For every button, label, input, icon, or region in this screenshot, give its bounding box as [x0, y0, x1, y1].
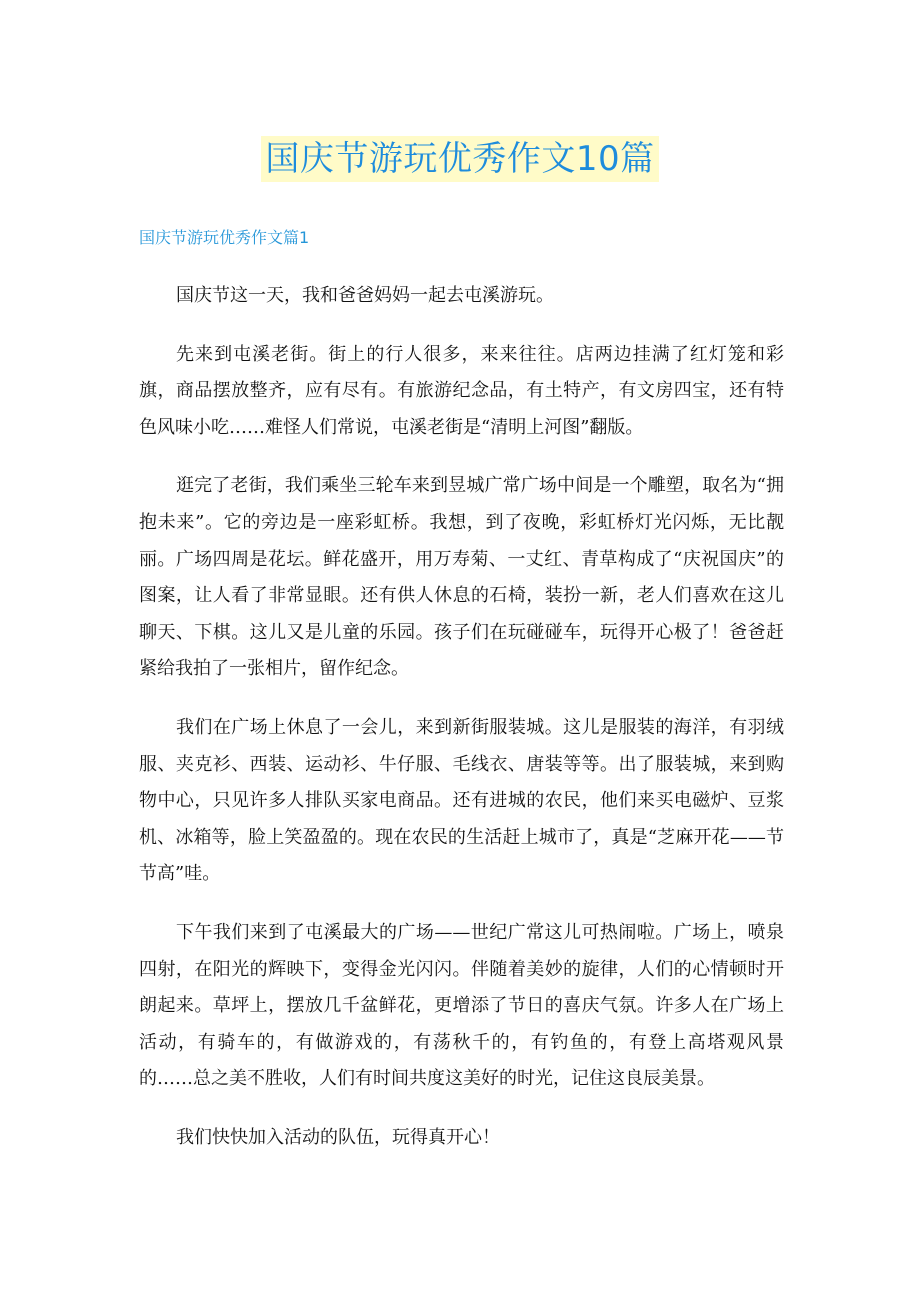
title-container [0, 136, 920, 182]
section-heading: 国庆节游玩优秀作文篇1 [139, 228, 310, 247]
paragraph: 逛完了老街，我们乘坐三轮车来到昱城广常广场中间是一个雕塑，取名为“拥抱未来”。它的旁边是一座彩虹桥。我想，到了夜晚，彩虹桥灯光闪烁，无比靓丽。广场四周是花坛。鲜花盛开，用万寿菊、一丈红、青草构成了“庆祝国庆”的图案，让人看了非常显眼。还有供人休息的石椅，装扮一新，老人们喜欢在这儿聊天、下棋。这儿又是儿童的乐园。孩子们在玩碰碰车，玩得开心极了！爸爸赶紧给我拍了一张相片，留作纪念。 [139, 475, 784, 680]
paragraph: 国庆节这一天，我和爸爸妈妈一起去屯溪游玩。 [176, 285, 554, 306]
paragraph: 下午我们来到了屯溪最大的广场——世纪广常这儿可热闹啦。广场上，喷泉四射，在阳光的辉映下，变得金光闪闪。伴随着美妙的旋律，人们的心情顿时开朗起来。草坪上，摆放几千盆鲜花，更增添了节日的喜庆气氛。许多人在广场上活动，有骑车的，有做游戏的，有荡秋千的，有钓鱼的，有登上高塔观风景的……总之美不胜收，人们有时间共度这美好的时光，记住这良辰美景。 [139, 921, 784, 1090]
document-body [139, 278, 784, 1178]
document-title: 国庆节游玩优秀作文10篇 [261, 136, 658, 182]
paragraph: 先来到屯溪老街。街上的行人很多，来来往往。店两边挂满了红灯笼和彩旗，商品摆放整齐，应有尽有。有旅游纪念品，有土特产，有文房四宝，还有特色风味小吃……难怪人们常说，屯溪老街是“清明上河图”翻版。 [139, 343, 784, 438]
paragraph: 我们在广场上休息了一会儿，来到新街服装城。这儿是服装的海洋，有羽绒服、夹克衫、西装、运动衫、牛仔服、毛线衣、唐装等等。出了服装城，来到购物中心，只见许多人排队买家电商品。还有进城的农民，他们来买电磁炉、豆浆机、冰箱等，脸上笑盈盈的。现在农民的生活赶上城市了，真是“芝麻开花——节节高”哇。 [139, 716, 784, 885]
paragraph: 我们快快加入活动的队伍，玩得真开心！ [176, 1126, 500, 1148]
